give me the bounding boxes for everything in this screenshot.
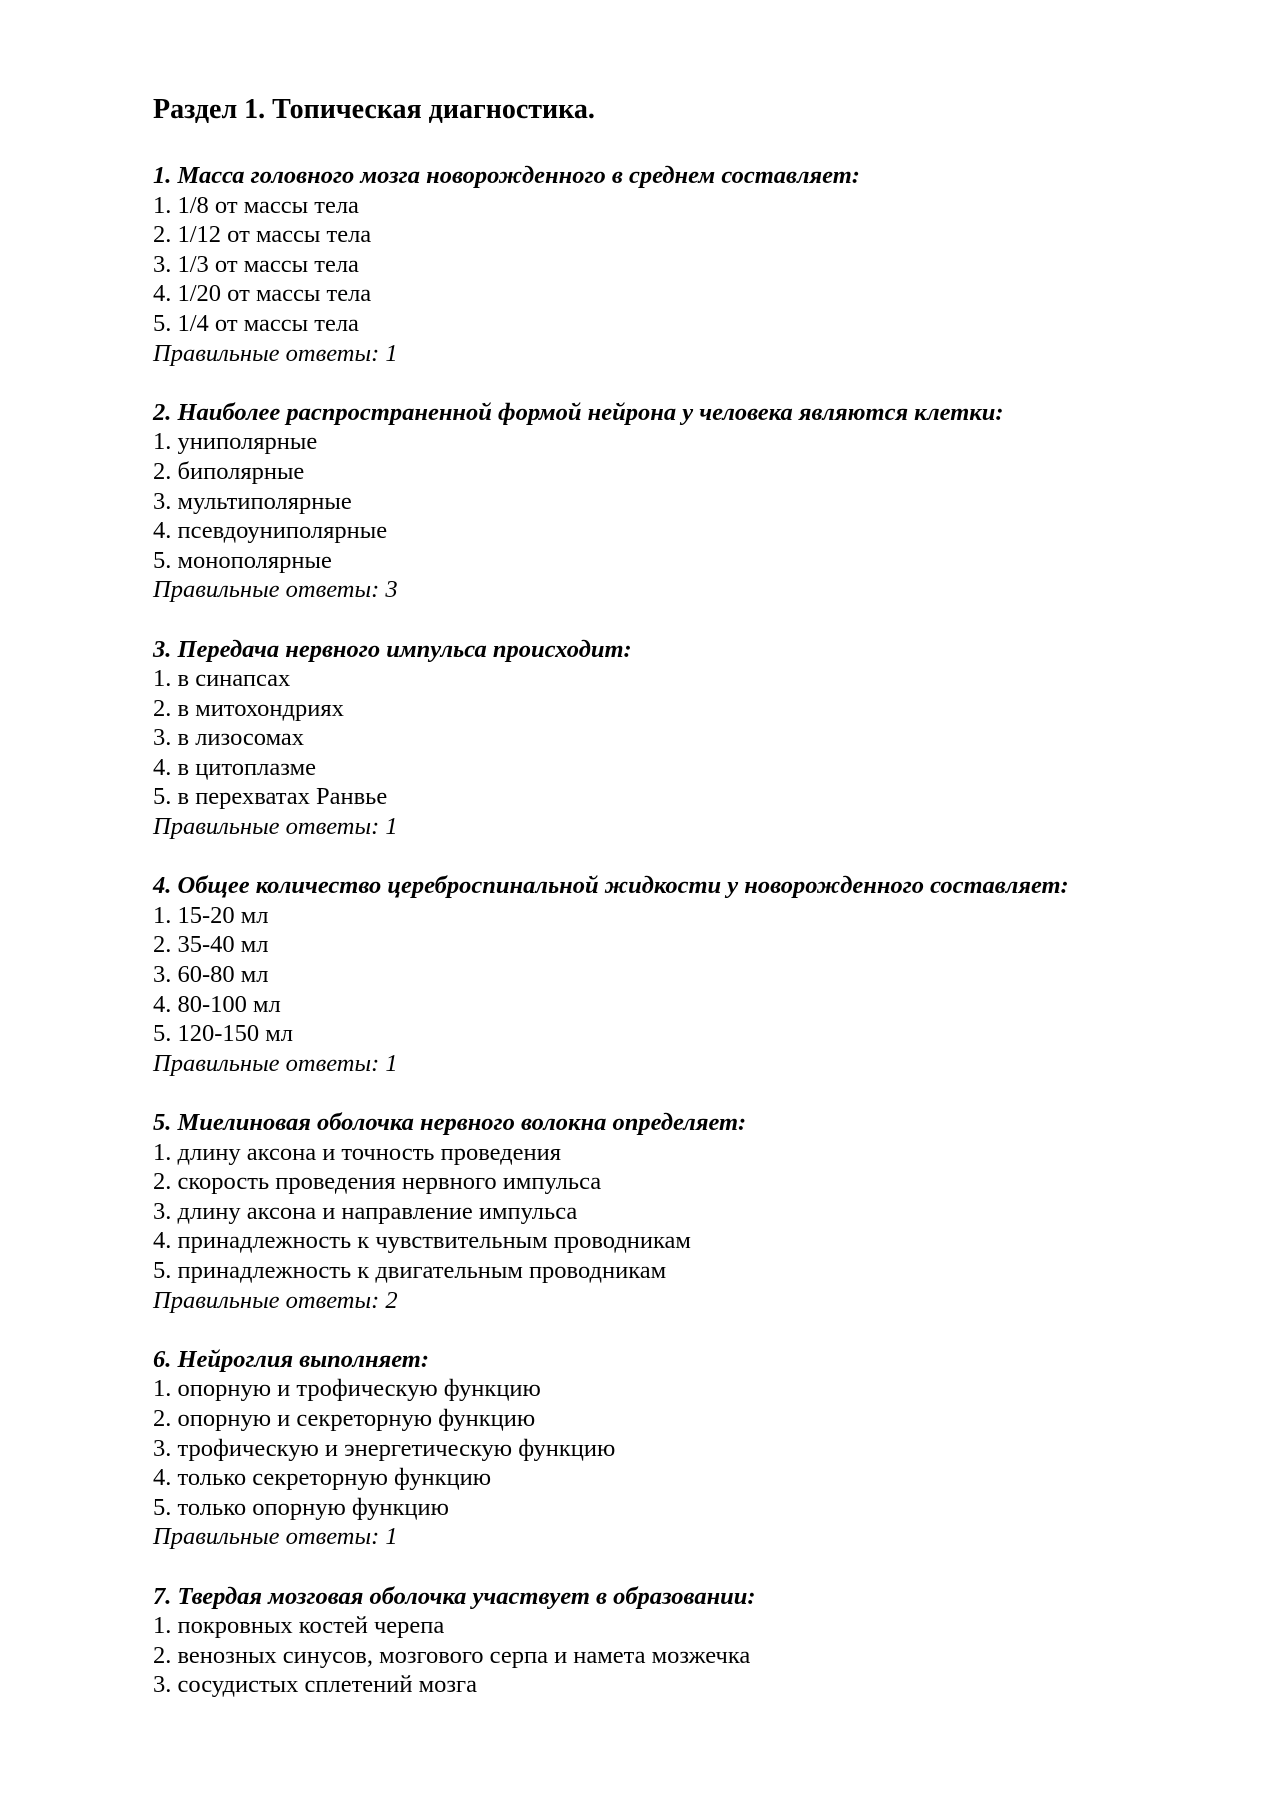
question-block: [153, 1345, 1220, 1552]
answer-option: 2. 1/12 от массы тела: [153, 221, 372, 249]
answer-option: 5. только опорную функцию: [153, 1493, 449, 1521]
correct-answer: Правильные ответы: 1: [153, 339, 398, 367]
correct-answer: Правильные ответы: 2: [153, 1286, 398, 1314]
answer-option: 4. принадлежность к чувствительным проводникам: [153, 1227, 691, 1255]
answer-option: 2. биполярные: [153, 457, 305, 485]
answer-option: 3. мультиполярные: [153, 487, 352, 515]
answer-option: 5. 1/4 от массы тела: [153, 309, 359, 337]
answer-option: 1. покровных костей черепа: [153, 1612, 445, 1640]
answer-option: 5. в перехватах Ранвье: [153, 783, 388, 811]
answer-option: 1. 15-20 мл: [153, 901, 269, 929]
question-list: [153, 161, 1220, 1700]
answer-option: 3. длину аксона и направление импульса: [153, 1197, 578, 1225]
question-block: [153, 635, 1220, 842]
answer-option: 4. 1/20 от массы тела: [153, 280, 372, 308]
answer-option: 2. в митохондриях: [153, 694, 344, 722]
answer-option: 4. в цитоплазме: [153, 753, 316, 781]
question-title: 7. Твердая мозговая оболочка участвует в образовании:: [153, 1582, 756, 1610]
answer-option: 1. в синапсах: [153, 665, 291, 693]
document-page: [153, 92, 1220, 1700]
correct-answer: Правильные ответы: 1: [153, 1523, 398, 1551]
answer-option: 3. трофическую и энергетическую функцию: [153, 1434, 616, 1462]
answer-option: 4. 80-100 мл: [153, 990, 281, 1018]
answer-option: 2. скорость проведения нервного импульса: [153, 1168, 602, 1196]
question-title: 2. Наиболее распространенной формой нейрона у человека являются клетки:: [153, 398, 1004, 426]
correct-answer: Правильные ответы: 1: [153, 813, 398, 841]
question-block: [153, 1582, 1220, 1700]
question-title: 1. Масса головного мозга новорожденного в среднем составляет:: [153, 162, 860, 189]
answer-option: 5. 120-150 мл: [153, 1020, 294, 1048]
answer-option: 1. длину аксона и точность проведения: [153, 1138, 562, 1166]
answer-option: 1. опорную и трофическую функцию: [153, 1375, 541, 1403]
answer-option: 2. 35-40 мл: [153, 931, 269, 959]
question-title: 4. Общее количество цереброспинальной жидкости у новорожденного составляет:: [153, 872, 1069, 900]
correct-answer: Правильные ответы: 3: [153, 576, 398, 604]
answer-option: 1. 1/8 от массы тела: [153, 191, 359, 219]
answer-option: 3. сосудистых сплетений мозга: [153, 1671, 477, 1699]
answer-option: 3. 1/3 от массы тела: [153, 250, 359, 278]
answer-option: 4. только секреторную функцию: [153, 1464, 492, 1492]
answer-option: 5. принадлежность к двигательным проводникам: [153, 1256, 667, 1284]
answer-option: 2. венозных синусов, мозгового серпа и намета мозжечка: [153, 1641, 751, 1669]
section-title: Раздел 1. Топическая диагностика.: [153, 94, 595, 125]
answer-option: 3. в лизосомах: [153, 724, 305, 752]
answer-option: 1. униполярные: [153, 428, 318, 456]
question-title: 6. Нейроглия выполняет:: [153, 1345, 429, 1373]
question-block: [153, 1108, 1220, 1315]
question-block: [153, 871, 1220, 1078]
answer-option: 2. опорную и секреторную функцию: [153, 1404, 536, 1432]
question-title: 5. Миелиновая оболочка нервного волокна определяет:: [153, 1109, 747, 1136]
correct-answer: Правильные ответы: 1: [153, 1049, 398, 1077]
answer-option: 4. псевдоуниполярные: [153, 517, 388, 545]
question-block: [153, 161, 1220, 368]
question-title: 3. Передача нервного импульса происходит:: [153, 635, 632, 663]
question-block: [153, 398, 1220, 605]
answer-option: 5. монополярные: [153, 546, 332, 574]
answer-option: 3. 60-80 мл: [153, 961, 269, 989]
